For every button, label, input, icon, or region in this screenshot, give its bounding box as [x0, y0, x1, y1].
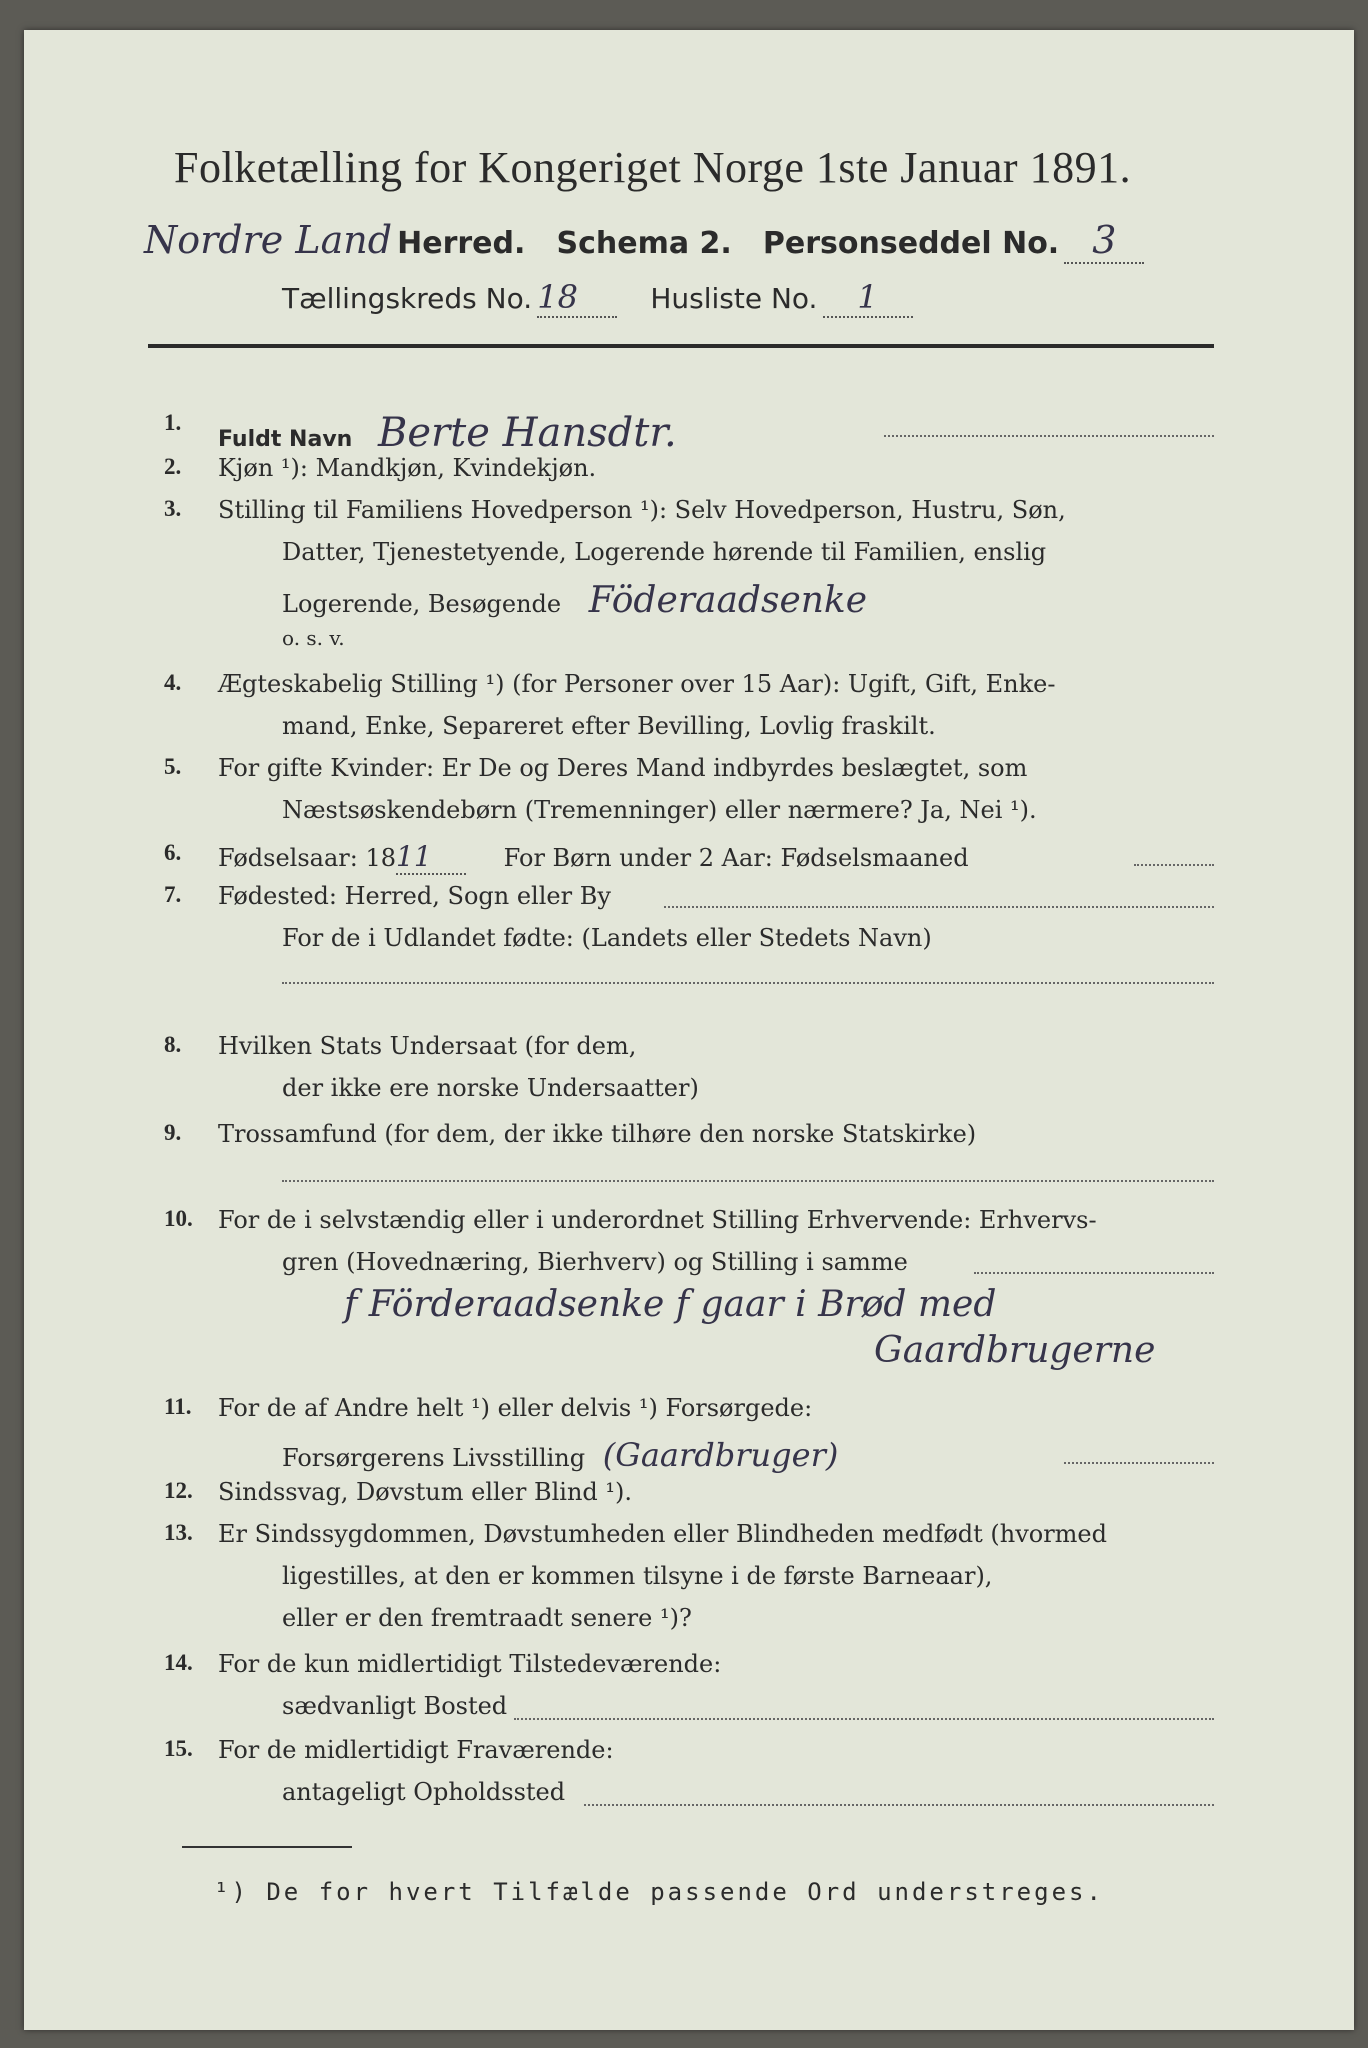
- herred-handwritten: Nordre Land: [144, 218, 393, 262]
- fill-line: [664, 906, 1214, 908]
- fill-line: [1064, 1462, 1214, 1464]
- item-4-text: Ægteskabelig Stilling ¹) (for Personer over 15 Aar): Ugift, Gift, Enke-: [218, 670, 1056, 698]
- item-1-text: [218, 410, 677, 456]
- kreds-label: Tællingskreds No.: [282, 282, 533, 315]
- item-number: 8.: [164, 1032, 182, 1057]
- item-number: 11.: [164, 1394, 192, 1419]
- husliste-number: 1: [823, 278, 913, 318]
- erhverv-handwritten: f Förderaadsenke f gaar i Brød med: [344, 1284, 997, 1325]
- fill-line: [514, 1718, 1214, 1720]
- item-number: 9.: [164, 1120, 182, 1145]
- personseddel-number: 3: [1064, 218, 1144, 264]
- item-13-text: Er Sindssygdommen, Døvstumheden eller Blindheden medfødt (hvormed: [218, 1520, 1107, 1548]
- item-number: 10.: [164, 1206, 193, 1231]
- header-rule: [148, 344, 1214, 348]
- fill-line: [974, 1272, 1214, 1274]
- item-15-line2: antageligt Opholdssted: [282, 1778, 566, 1806]
- item-number: 7.: [164, 882, 182, 907]
- item-14-text: For de kun midlertidigt Tilstedeværende:: [218, 1650, 722, 1678]
- item-11-line2: [282, 1436, 838, 1474]
- item-number: 6.: [164, 840, 182, 865]
- item-3-line3-label: Logerende, Besøgende: [282, 590, 562, 618]
- herred-label: Herred.: [397, 226, 526, 261]
- personseddel-label: Personseddel No.: [762, 226, 1060, 261]
- fodselsmaaned-label: For Børn under 2 Aar: Fødselsmaaned: [503, 844, 969, 872]
- item-number: 12.: [164, 1478, 193, 1503]
- item-6-text: [218, 840, 969, 875]
- livsstilling-handwritten: (Gaardbruger): [602, 1436, 839, 1474]
- kreds-number: 18: [537, 278, 617, 318]
- item-number: 15.: [164, 1736, 193, 1761]
- item-number: 14.: [164, 1650, 193, 1675]
- footnote: ¹) De for hvert Tilfælde passende Ord understreges.: [214, 1878, 1104, 1906]
- item-13-line3: eller er den fremtraadt senere ¹)?: [282, 1604, 692, 1632]
- item-8-text: Hvilken Stats Undersaat (for dem,: [218, 1032, 637, 1060]
- item-5-line2: Næstsøskendebørn (Tremenninger) eller nærmere? Ja, Nei ¹).: [282, 796, 1037, 824]
- item-number: 4.: [164, 670, 182, 695]
- item-11-text: For de af Andre helt ¹) eller delvis ¹) Forsørgede:: [218, 1394, 813, 1422]
- item-3-line2: Datter, Tjenestetyende, Logerende hørende til Familien, enslig: [282, 538, 1047, 566]
- stilling-handwritten: Föderaadsenke: [588, 580, 868, 621]
- fill-line: [1134, 864, 1214, 866]
- item-10-text: For de i selvstændig eller i underordnet Stilling Erhvervende: Erhvervs-: [218, 1206, 1097, 1234]
- footnote-rule: [182, 1846, 352, 1848]
- fuldt-navn-label: Fuldt Navn: [218, 427, 353, 452]
- item-number: 1.: [164, 410, 182, 435]
- item-5-text: For gifte Kvinder: Er De og Deres Mand indbyrdes beslægtet, som: [218, 754, 1028, 782]
- item-3-line3: [282, 580, 867, 621]
- item-7-text: Fødested: Herred, Sogn eller By: [218, 882, 611, 910]
- kreds-line: [282, 278, 913, 318]
- item-8-line2: der ikke ere norske Undersaatter): [282, 1074, 699, 1102]
- name-handwritten: Berte Hansdtr.: [377, 410, 677, 456]
- fill-line: [884, 435, 1214, 437]
- census-form: [24, 30, 1354, 2030]
- form-title: Folketælling for Kongeriget Norge 1ste Januar 1891.: [174, 143, 1132, 192]
- item-12-text: Sindssvag, Døvstum eller Blind ¹).: [218, 1478, 633, 1506]
- livsstilling-label: Forsørgerens Livsstilling: [282, 1444, 586, 1472]
- item-2-text: Kjøn ¹): Mandkjøn, Kvindekjøn.: [218, 454, 597, 482]
- item-3-line4: o. s. v.: [282, 626, 345, 650]
- item-number: 3.: [164, 496, 182, 521]
- fill-line: [282, 982, 1214, 984]
- fill-line: [584, 1804, 1214, 1806]
- item-number: 5.: [164, 754, 182, 779]
- item-15-text: For de midlertidigt Fraværende:: [218, 1736, 614, 1764]
- herred-line: [144, 218, 1144, 264]
- fodselsaar-label: Fødselsaar: 18: [218, 844, 397, 872]
- item-3-text: Stilling til Familiens Hovedperson ¹): Selv Hovedperson, Hustru, Søn,: [218, 496, 1066, 524]
- item-number: 13.: [164, 1520, 193, 1545]
- item-number: 2.: [164, 454, 182, 479]
- schema-label: Schema 2.: [556, 226, 732, 261]
- item-10-line2: gren (Hovednæring, Bierhverv) og Stilling i samme: [282, 1248, 908, 1276]
- husliste-label: Husliste No.: [650, 282, 818, 315]
- erhverv-handwritten-2: Gaardbrugerne: [874, 1330, 1156, 1371]
- item-13-line2: ligestilles, at den er kommen tilsyne i de første Barneaar),: [282, 1562, 993, 1590]
- fodselsaar-handwritten: 11: [396, 840, 466, 875]
- item-14-line2: sædvanligt Bosted: [282, 1692, 508, 1720]
- item-9-text: Trossamfund (for dem, der ikke tilhøre den norske Statskirke): [218, 1120, 977, 1148]
- item-7-line2: For de i Udlandet fødte: (Landets eller Stedets Navn): [282, 924, 932, 952]
- item-4-line2: mand, Enke, Separeret efter Bevilling, Lovlig fraskilt.: [282, 712, 936, 740]
- fill-line: [282, 1180, 1214, 1182]
